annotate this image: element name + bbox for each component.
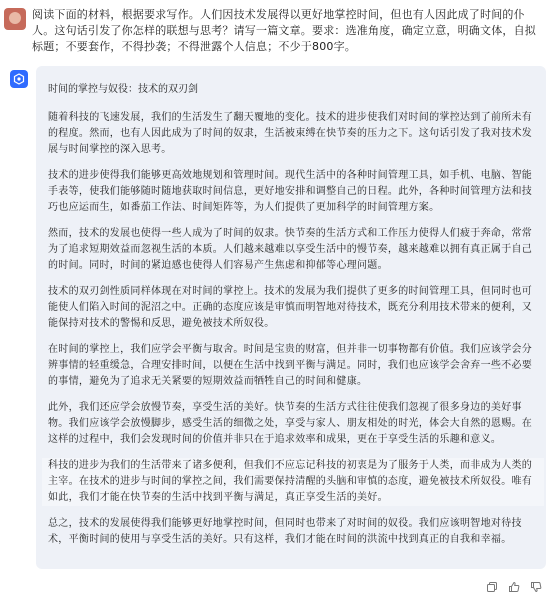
answer-paragraph: 随着科技的飞速发展，我们的生活发生了翻天覆地的变化。技术的进步使我们对时间的掌控达到了前所未有的程度。然而，也有人因此成为了时间的奴隶，生活被束缚在快节奏的压力之下。这句话引发了我对技术发展与时间掌控的深入思考。 [48,112,533,155]
thumbs-up-icon[interactable] [508,578,520,590]
assistant-logo-icon [13,73,25,85]
user-message-text: 阅读下面的材料，根据要求写作。人们因技术发展得以更好地掌控时间，但也有人因此成了时间的仆人。这句话引发了你怎样的联想与思考？请写一篇文章。要求：选准角度，确定立意，明确文体，自拟标题；不要套作，不得抄袭；不得泄露个人信息；不少于800字。 [32,8,536,53]
answer-paragraph: 在时间的掌控上，我们应学会平衡与取舍。时间是宝贵的财富，但并非一切事物都有价值。我们应该学会分辨事情的轻重缓急，合理安排时间，以便在生活中找到平衡与满足。同时，我们也应该学会舍弃一些不必要的事情，避免为了追求无关紧要的短期效益而牺牲自己的时间和健康。 [48,344,533,387]
answer-paragraph: 然而，技术的发展也使得一些人成为了时间的奴隶。快节奏的生活方式和工作压力使得人们疲于奔命，常常为了追求短期效益而忽视生活的本质。人们越来越难以享受生活中的慢节奏，越来越难以拥有真正属于自己的时间。同时，时间的紧迫感也使得人们容易产生焦虑和抑郁等心理问题。 [48,228,533,271]
assistant-avatar [10,70,28,88]
thumbs-down-icon[interactable] [530,578,542,590]
answer-paragraph: 总之，技术的发展使得我们能够更好地掌控时间，但同时也带来了对时间的奴役。我们应该明智地对待技术，平衡时间的使用与享受生活的美好。只有这样，我们才能在时间的洪流中找到真正的自我和幸福。 [48,518,522,545]
answer-paragraph: 技术的双刃剑性质同样体现在对时间的掌控上。技术的发展为我们提供了更多的时间管理工具，但同时也可能使人们陷入时间的泥沼之中。正确的态度应该是审慎而明智地对待技术，既充分利用技术带来的便利，又能保持对技术的警惕和反思，避免被技术所奴役。 [48,286,533,329]
answer-paragraph: 技术的进步使得我们能够更高效地规划和管理时间。现代生活中的各种时间管理工具，如手机、电脑、智能手表等，使我们能够随时随地获取时间信息，更好地安排和调整自己的日程。此外，各种时间管理方法和技巧也应运而生，如番茄工作法、时间矩阵等，为人们提供了更加科学的时间管理方案。 [48,170,533,213]
answer-content [48,82,538,558]
answer-actions [486,577,542,591]
user-avatar [4,8,26,30]
answer-paragraph: 科技的进步为我们的生活带来了诸多便利，但我们不应忘记科技的初衷是为了服务于人类，而非成为人类的主宰。在技术的进步与时间的掌控之间，我们需要保持清醒的头脑和审慎的态度，避免被技术所奴役。唯有如此，我们才能在快节奏的生活中找到平衡与满足，真正享受生活的美好。 [42,458,544,506]
answer-paragraph: 此外，我们还应学会放慢节奏，享受生活的美好。快节奏的生活方式往往使我们忽视了很多身边的美好事物。我们应该学会放慢脚步，感受生活的细微之处，享受与家人、朋友相处的时光，体会大自然的恩赐。在这样的过程中，我们会发现时间的价值并非只在于追求效率和成果，更在于享受生活的乐趣和意义。 [48,402,533,445]
user-message-row [0,0,550,62]
answer-title: 时间的掌控与奴役：技术的双刃剑 [48,84,198,95]
copy-icon[interactable] [486,578,498,590]
assistant-answer-card [36,66,546,569]
